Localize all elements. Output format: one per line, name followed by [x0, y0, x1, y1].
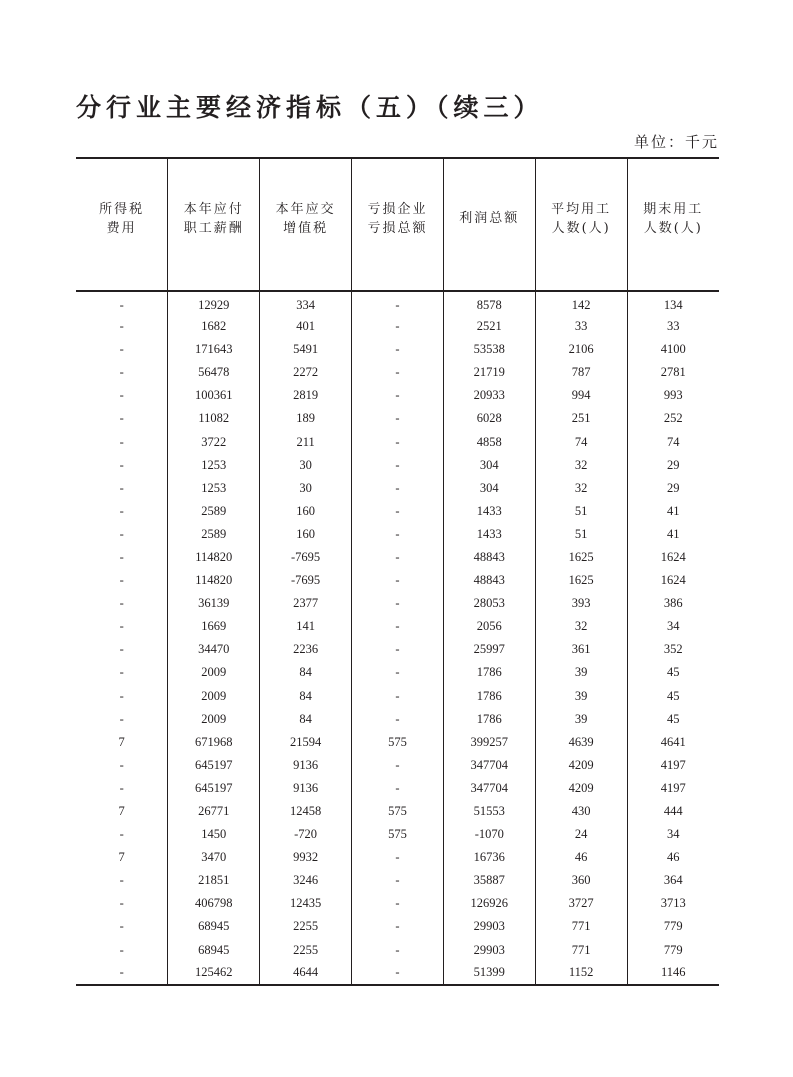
- cell-loss-total: -: [352, 523, 444, 546]
- column-header-payroll: [168, 158, 260, 291]
- cell-end-employees: 41: [627, 500, 719, 523]
- cell-vat: 84: [260, 685, 352, 708]
- cell-payroll: 36139: [168, 592, 260, 615]
- cell-profit-total: 2056: [443, 615, 535, 638]
- cell-avg-employees: 393: [535, 592, 627, 615]
- indicators-table: [76, 157, 719, 986]
- cell-vat: 12458: [260, 800, 352, 823]
- cell-avg-employees: 39: [535, 708, 627, 731]
- cell-profit-total: 2521: [443, 315, 535, 338]
- cell-payroll: 1253: [168, 477, 260, 500]
- cell-payroll: 34470: [168, 638, 260, 661]
- cell-vat: 2255: [260, 915, 352, 938]
- cell-end-employees: 45: [627, 685, 719, 708]
- cell-vat: 5491: [260, 338, 352, 361]
- cell-end-employees: 34: [627, 823, 719, 846]
- cell-payroll: 645197: [168, 754, 260, 777]
- cell-payroll: 1450: [168, 823, 260, 846]
- table-row: [76, 685, 719, 708]
- cell-payroll: 100361: [168, 384, 260, 407]
- cell-payroll: 68945: [168, 939, 260, 962]
- cell-payroll: 2589: [168, 500, 260, 523]
- cell-profit-total: 21719: [443, 361, 535, 384]
- table-row: [76, 384, 719, 407]
- cell-avg-employees: 46: [535, 846, 627, 869]
- cell-profit-total: 51399: [443, 962, 535, 985]
- cell-avg-employees: 39: [535, 661, 627, 684]
- cell-loss-total: -: [352, 638, 444, 661]
- cell-profit-total: 347704: [443, 754, 535, 777]
- cell-income-tax: -: [119, 319, 124, 334]
- cell-profit-total: 8578: [443, 291, 535, 315]
- table-row: [76, 661, 719, 684]
- cell-end-employees: 46: [627, 846, 719, 869]
- cell-end-employees: 41: [627, 523, 719, 546]
- cell-income-tax: -: [119, 688, 124, 703]
- table-row: [76, 592, 719, 615]
- cell-profit-total: 399257: [443, 731, 535, 754]
- table-row: [76, 338, 719, 361]
- column-header-line: 人数(人): [551, 220, 611, 236]
- column-header-line: 亏损总额: [367, 220, 428, 236]
- cell-end-employees: 352: [627, 638, 719, 661]
- table-row: [76, 962, 719, 985]
- table-row: [76, 361, 719, 384]
- column-header-line: 平均用工: [551, 201, 612, 217]
- cell-avg-employees: 74: [535, 430, 627, 453]
- cell-income-tax: -: [119, 503, 124, 518]
- cell-vat: 30: [260, 477, 352, 500]
- cell-income-tax: -: [119, 573, 124, 588]
- cell-payroll: 1253: [168, 454, 260, 477]
- cell-end-employees: 364: [627, 869, 719, 892]
- cell-avg-employees: 2106: [535, 338, 627, 361]
- cell-income-tax: -: [119, 526, 124, 541]
- cell-profit-total: 51553: [443, 800, 535, 823]
- cell-income-tax: -: [119, 642, 124, 657]
- cell-end-employees: 45: [627, 708, 719, 731]
- cell-payroll: 114820: [168, 569, 260, 592]
- table-row: [76, 939, 719, 962]
- cell-payroll: 12929: [168, 291, 260, 315]
- cell-loss-total: -: [352, 708, 444, 731]
- cell-payroll: 3722: [168, 430, 260, 453]
- cell-vat: 401: [260, 315, 352, 338]
- cell-loss-total: -: [352, 361, 444, 384]
- column-header-line: 人数(人): [643, 220, 703, 236]
- table-row: [76, 291, 719, 315]
- table-row: [76, 708, 719, 731]
- table-row: [76, 500, 719, 523]
- cell-end-employees: 2781: [627, 361, 719, 384]
- table-row: [76, 915, 719, 938]
- cell-loss-total: -: [352, 685, 444, 708]
- cell-vat: 211: [260, 430, 352, 453]
- cell-end-employees: 779: [627, 915, 719, 938]
- cell-loss-total: -: [352, 661, 444, 684]
- table-row: [76, 430, 719, 453]
- cell-loss-total: -: [352, 384, 444, 407]
- table-row: [76, 523, 719, 546]
- cell-income-tax: 7: [118, 850, 125, 865]
- cell-vat: 2819: [260, 384, 352, 407]
- cell-end-employees: 33: [627, 315, 719, 338]
- cell-profit-total: 48843: [443, 569, 535, 592]
- cell-loss-total: -: [352, 869, 444, 892]
- cell-loss-total: -: [352, 477, 444, 500]
- column-header-income-tax: [76, 158, 168, 291]
- cell-income-tax: -: [119, 298, 124, 312]
- cell-payroll: 2009: [168, 661, 260, 684]
- cell-avg-employees: 32: [535, 477, 627, 500]
- cell-end-employees: 4100: [627, 338, 719, 361]
- cell-loss-total: -: [352, 454, 444, 477]
- cell-income-tax: -: [119, 665, 124, 680]
- cell-end-employees: 252: [627, 407, 719, 430]
- table-row: [76, 823, 719, 846]
- cell-profit-total: 53538: [443, 338, 535, 361]
- cell-end-employees: 386: [627, 592, 719, 615]
- cell-income-tax: -: [119, 411, 124, 426]
- column-header-line: 职工薪酬: [183, 220, 244, 236]
- cell-payroll: 21851: [168, 869, 260, 892]
- cell-payroll: 11082: [168, 407, 260, 430]
- cell-end-employees: 4197: [627, 754, 719, 777]
- cell-payroll: 1669: [168, 615, 260, 638]
- cell-profit-total: -1070: [443, 823, 535, 846]
- cell-income-tax: 7: [118, 734, 125, 749]
- cell-income-tax: -: [119, 619, 124, 634]
- cell-avg-employees: 1625: [535, 546, 627, 569]
- cell-avg-employees: 51: [535, 523, 627, 546]
- cell-loss-total: -: [352, 892, 444, 915]
- cell-end-employees: 779: [627, 939, 719, 962]
- cell-payroll: 2009: [168, 708, 260, 731]
- cell-end-employees: 34: [627, 615, 719, 638]
- cell-vat: 189: [260, 407, 352, 430]
- cell-end-employees: 74: [627, 430, 719, 453]
- table-row: [76, 638, 719, 661]
- cell-avg-employees: 32: [535, 454, 627, 477]
- cell-end-employees: 993: [627, 384, 719, 407]
- cell-avg-employees: 1625: [535, 569, 627, 592]
- cell-avg-employees: 787: [535, 361, 627, 384]
- cell-avg-employees: 771: [535, 939, 627, 962]
- cell-end-employees: 3713: [627, 892, 719, 915]
- cell-vat: 160: [260, 500, 352, 523]
- cell-vat: 3246: [260, 869, 352, 892]
- table-row: [76, 800, 719, 823]
- cell-end-employees: 1624: [627, 569, 719, 592]
- cell-payroll: 2009: [168, 685, 260, 708]
- cell-income-tax: -: [119, 596, 124, 611]
- cell-end-employees: 29: [627, 477, 719, 500]
- cell-loss-total: -: [352, 915, 444, 938]
- page-title: 分行业主要经济指标（五）（续三）: [76, 93, 544, 122]
- cell-income-tax: -: [119, 388, 124, 403]
- cell-vat: 84: [260, 661, 352, 684]
- table-row: [76, 892, 719, 915]
- cell-vat: -7695: [260, 569, 352, 592]
- cell-loss-total: 575: [352, 800, 444, 823]
- cell-profit-total: 28053: [443, 592, 535, 615]
- cell-income-tax: 7: [118, 804, 125, 819]
- table-row: [76, 754, 719, 777]
- cell-vat: -720: [260, 823, 352, 846]
- cell-loss-total: -: [352, 754, 444, 777]
- cell-end-employees: 4641: [627, 731, 719, 754]
- table-row: [76, 846, 719, 869]
- column-header-line: 费用: [106, 220, 137, 236]
- cell-avg-employees: 430: [535, 800, 627, 823]
- cell-profit-total: 304: [443, 477, 535, 500]
- cell-income-tax: -: [119, 342, 124, 357]
- cell-avg-employees: 32: [535, 615, 627, 638]
- cell-vat: 9136: [260, 777, 352, 800]
- cell-payroll: 171643: [168, 338, 260, 361]
- cell-avg-employees: 360: [535, 869, 627, 892]
- cell-vat: 9932: [260, 846, 352, 869]
- cell-payroll: 68945: [168, 915, 260, 938]
- cell-avg-employees: 24: [535, 823, 627, 846]
- column-header-line: 本年应交: [275, 201, 336, 217]
- table-row: [76, 615, 719, 638]
- cell-loss-total: -: [352, 777, 444, 800]
- cell-income-tax: -: [119, 549, 124, 564]
- cell-avg-employees: 771: [535, 915, 627, 938]
- table-header: [76, 158, 719, 291]
- cell-profit-total: 1786: [443, 708, 535, 731]
- cell-vat: 21594: [260, 731, 352, 754]
- cell-income-tax: -: [119, 365, 124, 380]
- cell-vat: -7695: [260, 546, 352, 569]
- cell-avg-employees: 33: [535, 315, 627, 338]
- cell-income-tax: -: [119, 780, 124, 795]
- cell-loss-total: -: [352, 592, 444, 615]
- cell-income-tax: -: [119, 873, 124, 888]
- cell-payroll: 1682: [168, 315, 260, 338]
- header-row: [76, 158, 719, 291]
- cell-loss-total: -: [352, 569, 444, 592]
- cell-vat: 84: [260, 708, 352, 731]
- cell-profit-total: 25997: [443, 638, 535, 661]
- table-row: [76, 454, 719, 477]
- cell-income-tax: -: [119, 457, 124, 472]
- cell-profit-total: 29903: [443, 915, 535, 938]
- cell-income-tax: -: [119, 827, 124, 842]
- cell-loss-total: -: [352, 338, 444, 361]
- cell-end-employees: 134: [627, 291, 719, 315]
- cell-income-tax: -: [119, 480, 124, 495]
- cell-vat: 30: [260, 454, 352, 477]
- column-header-line: 期末用工: [643, 201, 704, 217]
- column-header-end-employees: [627, 158, 719, 291]
- cell-avg-employees: 4209: [535, 754, 627, 777]
- cell-loss-total: -: [352, 939, 444, 962]
- cell-loss-total: -: [352, 430, 444, 453]
- cell-loss-total: -: [352, 407, 444, 430]
- cell-vat: 2272: [260, 361, 352, 384]
- cell-profit-total: 126926: [443, 892, 535, 915]
- cell-vat: 160: [260, 523, 352, 546]
- cell-payroll: 645197: [168, 777, 260, 800]
- cell-loss-total: 575: [352, 823, 444, 846]
- table-row: [76, 569, 719, 592]
- cell-profit-total: 29903: [443, 939, 535, 962]
- cell-avg-employees: 39: [535, 685, 627, 708]
- cell-payroll: 125462: [168, 962, 260, 985]
- cell-avg-employees: 51: [535, 500, 627, 523]
- cell-profit-total: 1433: [443, 500, 535, 523]
- cell-income-tax: -: [119, 711, 124, 726]
- cell-profit-total: 1786: [443, 685, 535, 708]
- cell-vat: 4644: [260, 962, 352, 985]
- cell-income-tax: -: [119, 942, 124, 957]
- cell-profit-total: 20933: [443, 384, 535, 407]
- cell-income-tax: -: [119, 965, 124, 980]
- cell-avg-employees: 4209: [535, 777, 627, 800]
- column-header-line: 本年应付: [183, 201, 244, 217]
- cell-loss-total: -: [352, 291, 444, 315]
- cell-vat: 2236: [260, 638, 352, 661]
- cell-payroll: 3470: [168, 846, 260, 869]
- cell-profit-total: 6028: [443, 407, 535, 430]
- cell-end-employees: 444: [627, 800, 719, 823]
- cell-vat: 334: [260, 291, 352, 315]
- table-row: [76, 407, 719, 430]
- table-row: [76, 731, 719, 754]
- cell-profit-total: 48843: [443, 546, 535, 569]
- cell-payroll: 2589: [168, 523, 260, 546]
- cell-vat: 2255: [260, 939, 352, 962]
- cell-loss-total: -: [352, 846, 444, 869]
- column-header-avg-employees: [535, 158, 627, 291]
- cell-avg-employees: 4639: [535, 731, 627, 754]
- cell-loss-total: -: [352, 962, 444, 985]
- cell-profit-total: 35887: [443, 869, 535, 892]
- unit-label: 单位：千元: [633, 133, 719, 151]
- cell-payroll: 56478: [168, 361, 260, 384]
- cell-vat: 9136: [260, 754, 352, 777]
- cell-end-employees: 1146: [627, 962, 719, 985]
- column-header-loss-total: [352, 158, 444, 291]
- cell-profit-total: 16736: [443, 846, 535, 869]
- column-header-profit-total: [443, 158, 535, 291]
- cell-avg-employees: 3727: [535, 892, 627, 915]
- cell-vat: 141: [260, 615, 352, 638]
- cell-avg-employees: 1152: [535, 962, 627, 985]
- cell-profit-total: 304: [443, 454, 535, 477]
- cell-income-tax: -: [119, 434, 124, 449]
- table-row: [76, 546, 719, 569]
- cell-loss-total: 575: [352, 731, 444, 754]
- cell-payroll: 114820: [168, 546, 260, 569]
- column-header-line: 亏损企业: [367, 201, 428, 217]
- table-row: [76, 869, 719, 892]
- table-row: [76, 315, 719, 338]
- cell-avg-employees: 142: [535, 291, 627, 315]
- cell-payroll: 26771: [168, 800, 260, 823]
- cell-vat: 12435: [260, 892, 352, 915]
- cell-profit-total: 1433: [443, 523, 535, 546]
- cell-avg-employees: 361: [535, 638, 627, 661]
- cell-income-tax: -: [119, 757, 124, 772]
- cell-avg-employees: 994: [535, 384, 627, 407]
- column-header-line: 增值税: [283, 220, 329, 236]
- cell-payroll: 406798: [168, 892, 260, 915]
- cell-income-tax: -: [119, 919, 124, 934]
- cell-end-employees: 1624: [627, 546, 719, 569]
- cell-payroll: 671968: [168, 731, 260, 754]
- column-header-vat: [260, 158, 352, 291]
- cell-avg-employees: 251: [535, 407, 627, 430]
- cell-loss-total: -: [352, 500, 444, 523]
- table-body: [76, 291, 719, 985]
- cell-loss-total: -: [352, 315, 444, 338]
- column-header-line: 利润总额: [459, 211, 520, 226]
- cell-loss-total: -: [352, 615, 444, 638]
- cell-end-employees: 29: [627, 454, 719, 477]
- cell-income-tax: -: [119, 896, 124, 911]
- table-row: [76, 477, 719, 500]
- cell-end-employees: 45: [627, 661, 719, 684]
- cell-profit-total: 1786: [443, 661, 535, 684]
- cell-end-employees: 4197: [627, 777, 719, 800]
- cell-loss-total: -: [352, 546, 444, 569]
- column-header-line: 所得税: [99, 201, 145, 217]
- cell-vat: 2377: [260, 592, 352, 615]
- cell-profit-total: 347704: [443, 777, 535, 800]
- table-row: [76, 777, 719, 800]
- cell-profit-total: 4858: [443, 430, 535, 453]
